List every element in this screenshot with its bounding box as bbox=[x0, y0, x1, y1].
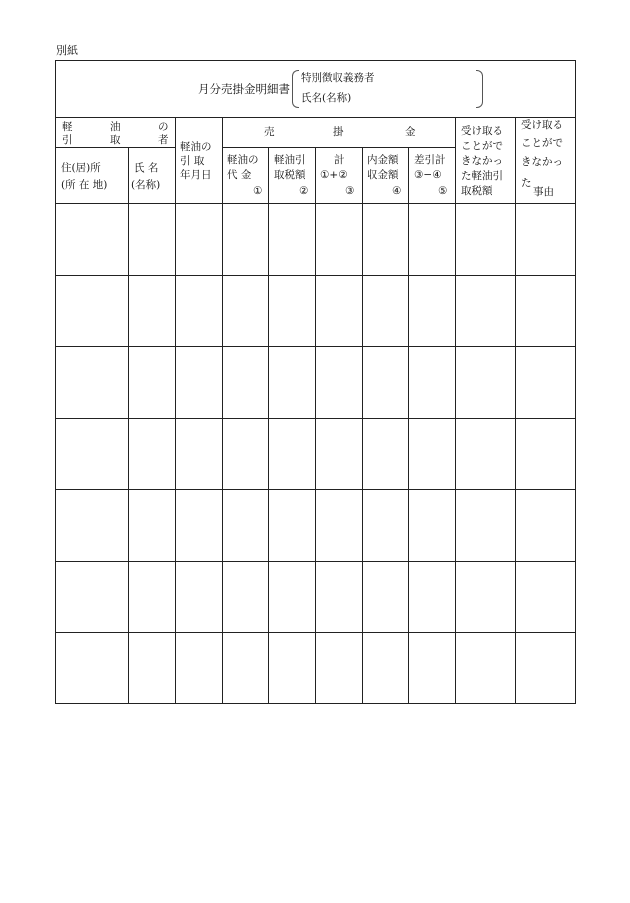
recipient-header-char: 軽 bbox=[62, 121, 73, 133]
title-divider bbox=[55, 117, 576, 118]
total-header: ①+② bbox=[320, 169, 348, 181]
oil-tax-header: 取税額 bbox=[274, 169, 306, 181]
receivable-subheader-divider bbox=[222, 147, 455, 148]
date-header: 軽油の bbox=[180, 141, 212, 153]
receivable-header-char: 金 bbox=[405, 126, 416, 138]
obligor-label: 特別徴収義務者 bbox=[301, 72, 375, 84]
name-header: 氏 名 bbox=[134, 162, 159, 174]
oil-price-header: 軽油の bbox=[227, 154, 259, 166]
balance-header: ③−④ bbox=[414, 169, 442, 181]
recipient-subheader-divider-b bbox=[55, 147, 128, 148]
uncollectible-tax-header: ことがで bbox=[461, 140, 503, 152]
uncollectible-reason-header: 受け取る bbox=[521, 119, 563, 131]
recipient-header-char: 引 bbox=[62, 134, 73, 146]
uncollectible-reason-header: 事由 bbox=[533, 186, 554, 198]
deposit-number: ④ bbox=[392, 185, 402, 197]
col-line bbox=[268, 147, 269, 704]
recipient-header-char: 取 bbox=[110, 134, 121, 146]
balance-number: ⑤ bbox=[438, 185, 448, 197]
address-header: 住(居)所 bbox=[61, 162, 101, 174]
oil-price-header: 代 金 bbox=[227, 169, 252, 181]
col-line bbox=[222, 117, 223, 704]
uncollectible-reason-header: た bbox=[521, 177, 532, 189]
total-header: 計 bbox=[334, 154, 345, 166]
recipient-header-char: の bbox=[158, 121, 169, 133]
col-line bbox=[362, 147, 363, 704]
obligor-name-label: 氏名(名称) bbox=[301, 92, 352, 104]
col-line bbox=[455, 117, 456, 704]
deposit-header: 内金額 bbox=[367, 154, 399, 166]
oil-tax-header: 軽油引 bbox=[274, 154, 306, 166]
col-line bbox=[515, 117, 516, 704]
col-line bbox=[315, 147, 316, 704]
col-line bbox=[128, 147, 129, 704]
col-line bbox=[408, 147, 409, 704]
oil-price-number: ① bbox=[253, 185, 263, 197]
balance-header: 差引計 bbox=[414, 154, 446, 166]
obligor-bracket-right bbox=[476, 70, 483, 108]
receivable-header-char: 掛 bbox=[333, 126, 344, 138]
oil-tax-number: ② bbox=[299, 185, 309, 197]
uncollectible-reason-header: きなかっ bbox=[521, 156, 563, 168]
address-subheader: (所 在 地) bbox=[61, 179, 108, 191]
deposit-header: 収金額 bbox=[367, 169, 399, 181]
attachment-label: 別紙 bbox=[56, 44, 78, 57]
recipient-subheader-divider-a bbox=[128, 147, 175, 148]
name-subheader: (名称) bbox=[131, 179, 161, 191]
uncollectible-tax-header: 受け取る bbox=[461, 125, 503, 137]
recipient-header-char: 者 bbox=[158, 134, 169, 146]
uncollectible-tax-header: 取税額 bbox=[461, 185, 493, 197]
obligor-bracket-left bbox=[292, 70, 299, 108]
receivable-header-char: 売 bbox=[264, 126, 275, 138]
date-header: 年月日 bbox=[180, 169, 212, 181]
recipient-header-char: 油 bbox=[110, 121, 121, 133]
uncollectible-reason-header: ことがで bbox=[521, 137, 563, 149]
date-header: 引 取 bbox=[180, 155, 205, 167]
col-line bbox=[175, 117, 176, 704]
statement-title: 月分売掛金明細書 bbox=[198, 82, 290, 96]
total-number: ③ bbox=[345, 185, 355, 197]
uncollectible-tax-header: きなかっ bbox=[461, 155, 503, 167]
uncollectible-tax-header: た軽油引 bbox=[461, 170, 503, 182]
